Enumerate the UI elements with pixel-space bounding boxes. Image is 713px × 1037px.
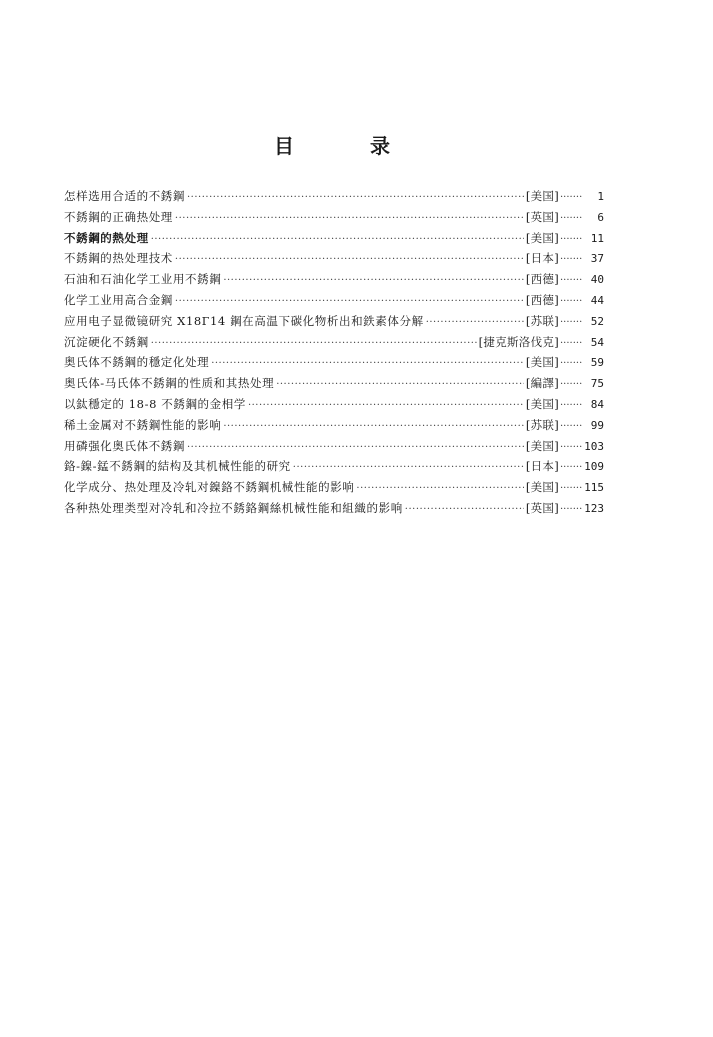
toc-leader-dots: [560, 438, 582, 459]
toc-leader-dots: [560, 375, 582, 396]
toc-leader-dots: [293, 458, 524, 479]
toc-entry-source: [英国]: [525, 500, 559, 515]
toc-leader-dots: [187, 188, 524, 209]
table-of-contents: [64, 186, 604, 519]
toc-entry-source: [西德]: [525, 272, 559, 287]
toc-entry-title: 怎样选用合适的不銹鋼: [64, 189, 185, 203]
toc-entry-source: [西德]: [525, 292, 559, 307]
toc-leader-dots: [187, 438, 524, 459]
toc-entry-page-number: 59: [590, 356, 604, 370]
toc-entry: [64, 477, 604, 498]
title-char-2: 录: [370, 134, 390, 158]
title-char-1: 目: [274, 134, 294, 158]
toc-entry: [64, 436, 604, 457]
toc-entry-title: 化学成分、热处理及冷轧对鎳鉻不銹鋼机械性能的影响: [64, 480, 355, 495]
toc-entry-source: [美国]: [525, 189, 559, 203]
toc-entry-page-number: 99: [590, 418, 604, 432]
toc-leader-dots: [560, 292, 582, 313]
toc-entry-page-number: 40: [590, 273, 604, 287]
toc-leader-dots: [151, 334, 477, 355]
toc-leader-dots: [405, 500, 524, 521]
toc-leader-dots: [560, 334, 582, 355]
toc-leader-dots: [223, 271, 524, 292]
toc-entry: [64, 415, 604, 436]
toc-entry: [64, 498, 604, 519]
toc-entry-title: 稀土金属对不銹鋼性能的影响: [64, 417, 222, 432]
toc-leader-dots: [175, 250, 524, 271]
toc-entry-title: 石油和石油化学工业用不銹鋼: [64, 272, 222, 287]
toc-entry-source: [苏联]: [525, 313, 559, 328]
toc-leader-dots: [175, 209, 524, 230]
toc-entry-page-number: 115: [584, 481, 604, 495]
toc-leader-dots: [560, 417, 582, 438]
toc-leader-dots: [560, 230, 582, 251]
toc-entry-source: [捷克斯洛伐克]: [478, 334, 559, 349]
toc-entry-source: [編譯]: [525, 376, 559, 391]
toc-leader-dots: [560, 188, 582, 209]
toc-entry-page-number: 54: [590, 335, 604, 349]
toc-leader-dots: [560, 396, 582, 417]
toc-entry-title: 不銹鋼的热处理技术: [64, 251, 173, 266]
toc-leader-dots: [426, 313, 524, 334]
toc-entry: [64, 373, 604, 394]
toc-leader-dots: [560, 354, 582, 375]
toc-leader-dots: [276, 375, 524, 396]
toc-entry-title: 鉻-鎳-錳不銹鋼的結构及其机械性能的研究: [64, 459, 291, 474]
toc-entry: [64, 186, 604, 207]
toc-leader-dots: [211, 354, 524, 375]
toc-leader-dots: [560, 479, 582, 500]
toc-leader-dots: [223, 417, 524, 438]
toc-entry-title: 不銹鋼的熱处理: [64, 230, 149, 245]
toc-entry-title: 奥氏体不銹鋼的穩定化处理: [64, 355, 210, 370]
toc-entry-title: 奥氏体-马氏体不銹鋼的性质和其热处理: [64, 376, 275, 391]
toc-entry-title: 应用电子显微镜研究 X18Г14 鋼在高温下碳化物析出和鉄素体分解: [64, 313, 424, 328]
toc-entry: [64, 228, 604, 249]
toc-entry-title: 用磷强化奥氏体不銹鋼: [64, 438, 185, 453]
toc-leader-dots: [356, 479, 523, 500]
toc-leader-dots: [560, 500, 582, 521]
toc-entry-source: [美国]: [525, 230, 559, 245]
toc-entry-source: [日本]: [525, 251, 559, 266]
toc-leader-dots: [248, 396, 524, 417]
toc-entry-page-number: 37: [590, 252, 604, 266]
toc-entry-page-number: 84: [590, 397, 604, 411]
toc-entry: [64, 352, 604, 373]
toc-entry-page-number: 103: [584, 439, 604, 453]
toc-entry: [64, 456, 604, 477]
page-title: [0, 130, 713, 160]
toc-leader-dots: [560, 209, 582, 230]
toc-entry-page-number: 52: [590, 314, 604, 328]
toc-entry-title: 以鈦穩定的 18-8 不銹鋼的金相学: [64, 396, 246, 411]
toc-entry-source: [美国]: [525, 480, 559, 495]
toc-entry-page-number: 11: [590, 231, 604, 245]
toc-entry-page-number: 1: [597, 190, 604, 203]
toc-entry: [64, 269, 604, 290]
toc-entry-source: [苏联]: [525, 417, 559, 432]
toc-entry: [64, 290, 604, 311]
toc-leader-dots: [560, 271, 582, 292]
toc-entry-source: [美国]: [525, 396, 559, 411]
toc-entry-title: 化学工业用高合金鋼: [64, 292, 173, 307]
toc-entry: [64, 311, 604, 332]
toc-entry-page-number: 109: [584, 460, 604, 474]
toc-leader-dots: [560, 250, 582, 271]
toc-entry-page-number: 44: [590, 293, 604, 307]
toc-entry: [64, 207, 604, 228]
toc-entry-source: [美国]: [525, 438, 559, 453]
toc-entry-page-number: 75: [590, 377, 604, 391]
toc-entry-source: [英国]: [525, 209, 559, 224]
toc-entry-source: [日本]: [525, 459, 559, 474]
toc-leader-dots: [560, 313, 582, 334]
toc-entry: [64, 394, 604, 415]
toc-leader-dots: [175, 292, 524, 313]
toc-entry: [64, 332, 604, 353]
toc-entry-title: 各种热处理类型对冷轧和冷拉不銹鉻鋼絲机械性能和組織的影响: [64, 500, 403, 515]
toc-entry-title: 沉淀硬化不銹鋼: [64, 334, 149, 349]
toc-entry: [64, 248, 604, 269]
toc-entry-title: 不銹鋼的正确热处理: [64, 209, 173, 224]
toc-entry-source: [美国]: [525, 355, 559, 370]
toc-leader-dots: [151, 230, 524, 251]
toc-leader-dots: [560, 458, 582, 479]
toc-entry-page-number: 6: [597, 210, 604, 224]
toc-entry-page-number: 123: [584, 501, 604, 515]
